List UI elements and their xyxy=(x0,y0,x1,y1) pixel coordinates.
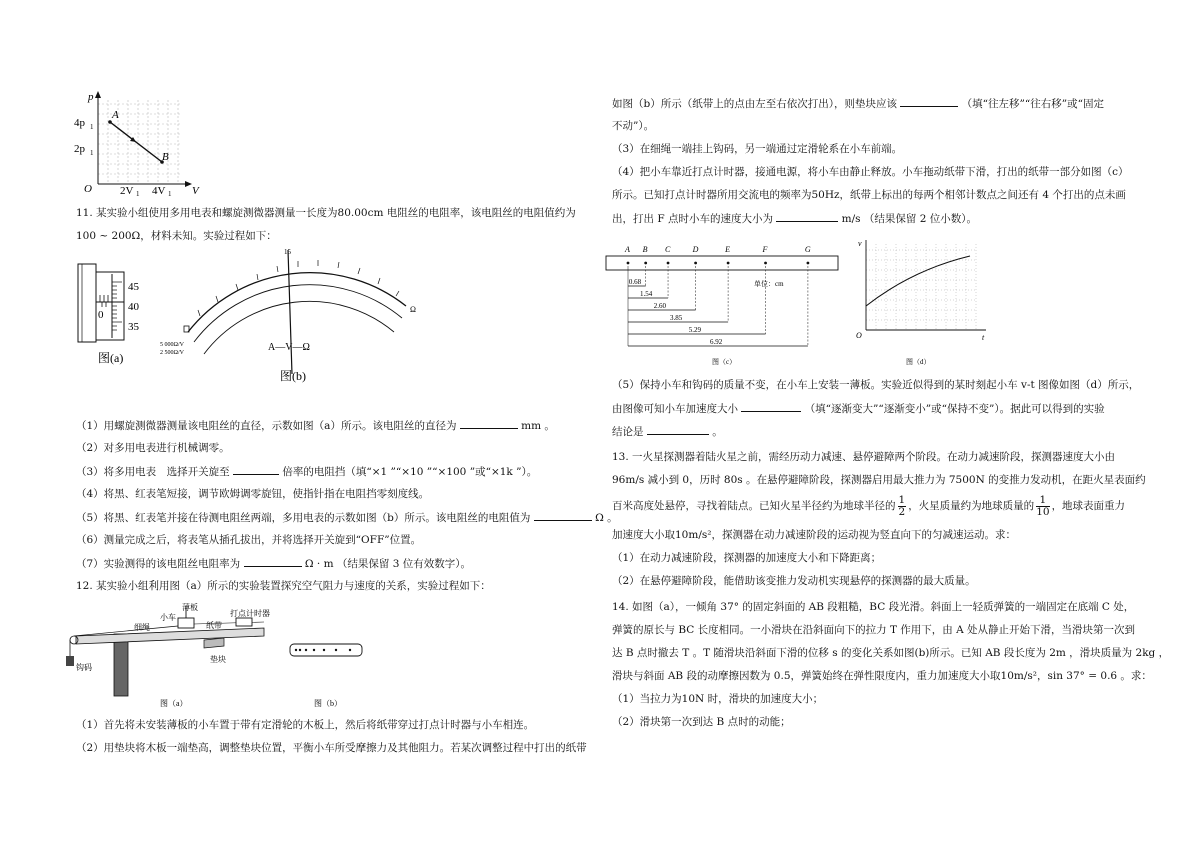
point-b-label: B xyxy=(162,151,169,163)
label-timer: 打点计时器 xyxy=(230,609,270,618)
caption-vt-d: 图（d） xyxy=(906,358,931,366)
tape-label-g: G xyxy=(804,245,811,254)
answer-blank-conclusion[interactable] xyxy=(647,424,709,435)
q12-step4-line2: 所示。已知打点计时器所用交流电的频率为50Hz，纸带上标出的每两个相邻计数点之间还有 4 个打出的点未画 xyxy=(612,189,1126,201)
tape-distance-label: 1.54 xyxy=(640,290,653,298)
tape-label-e: E xyxy=(725,245,730,254)
q12-step3: （3）在细绳一端挂上钩码，另一端通过定滑轮系在小车前端。 xyxy=(612,143,903,155)
q12-step5-conclusion-text: 结论是 xyxy=(612,426,644,438)
tape-dot-f xyxy=(764,262,767,265)
micrometer-tick-45: 45 xyxy=(128,281,139,293)
answer-blank-acceleration-trend[interactable] xyxy=(741,401,801,412)
q12-step4-line1: （4）把小车靠近打点计时器，接通电源，将小车由静止释放。小车拖动纸带下滑，打出的纸带一部分如图（c） xyxy=(612,166,1129,178)
answer-blank-block-move[interactable] xyxy=(900,96,958,107)
apparatus-figure xyxy=(64,600,364,710)
tape-label-f: F xyxy=(762,245,768,254)
tape-distance-label: 5.29 xyxy=(688,326,702,334)
q11-step3-text: （3）将多用电表 选择开关旋至 xyxy=(76,466,230,478)
fraction-one-half-den: 2 xyxy=(898,505,906,518)
v-axis-label: V xyxy=(192,185,199,196)
tape-dot-b xyxy=(644,262,647,265)
caption-apparatus-a: 图（a） xyxy=(160,699,188,708)
q12-cont-line2: 不动”）。 xyxy=(612,120,655,132)
micrometer-figure xyxy=(74,262,160,376)
pv-graph xyxy=(70,88,200,196)
label-weight: 钩码 xyxy=(76,663,92,672)
tick-2v1-sub: 1 xyxy=(136,190,140,196)
q12-step5-line1: （5）保持小车和钩码的质量不变，在小车上安装一薄板。实验近似得到的某时刻起小车 v-t 图像如图（d）所示， xyxy=(612,379,1140,391)
micrometer-tick-40: 40 xyxy=(128,301,139,313)
caption-figure-b: 图(b) xyxy=(280,369,306,383)
q13-line3-text-a: 百米高度处悬停，寻找着陆点。已知火星半径约为地球半径的 xyxy=(612,500,896,512)
caption-figure-a: 图(a) xyxy=(98,351,124,365)
q11-step1-unit: mm 。 xyxy=(521,420,555,432)
tape-distance-label: 0.68 xyxy=(628,278,642,286)
q11-step6: （6）测量完成之后，将表笔从插孔拔出，并将选择开关旋到“OFF”位置。 xyxy=(76,534,422,546)
q11-step2: （2）对多用电表进行机械调零。 xyxy=(76,442,230,454)
q14-line4: 滑块与斜面 AB 段的动摩擦因数为 0.5，弹簧始终在弹性限度内，重力加速度大小取10m/s²，sin 37° = 0.6 。求： xyxy=(612,670,1152,682)
right-column xyxy=(600,0,1200,849)
multimeter-figure xyxy=(160,246,430,384)
meter-note-2500: 2 500Ω/V xyxy=(160,350,184,356)
tape-label-d: D xyxy=(692,245,699,254)
q14-sub1: （1）当拉力为10N 时，滑块的加速度大小； xyxy=(612,693,824,705)
q11-step7 xyxy=(76,556,471,571)
tape-unit: 单位：cm xyxy=(754,280,784,288)
q12-step1: （1）首先将未安装薄板的小车置于带有定滑轮的木板上，然后将纸带穿过打点计时器与小车相连。 xyxy=(76,719,535,731)
micrometer-tick-0: 0 xyxy=(98,309,104,321)
meter-note-5000: 5 000Ω/V xyxy=(160,342,184,348)
tick-2p1: 2p xyxy=(74,143,85,155)
q12-line1: 12. 某实验小组利用图（a）所示的实验装置探究空气阻力与速度的关系，实验过程如下： xyxy=(76,580,491,592)
q11-step4: （4）将黑、红表笔短接，调节欧姆调零旋钮，使指针指在电阻挡零刻度线。 xyxy=(76,488,430,500)
label-block: 垫块 xyxy=(210,655,226,664)
q11-step5-text: （5）将黑、红表笔并接在待测电阻丝两端，多用电表的示数如图（b）所示。该电阻丝的电阻值为 xyxy=(76,512,531,524)
tape-distance-label: 2.60 xyxy=(653,302,667,310)
tick-2p1-sub: 1 xyxy=(90,149,94,157)
q12-step2: （2）用垫块将木板一端垫高，调整垫块位置，平衡小车所受摩擦力及其他阻力。若某次调整过程中打出的纸带 xyxy=(76,742,587,754)
vt-origin-label: O xyxy=(856,331,862,340)
caption-tape-c: 图（c） xyxy=(712,358,737,366)
q13-line3-text-b: ，火星质量约为地球质量的 xyxy=(908,500,1035,512)
tape-label-a: A xyxy=(625,245,630,254)
vt-graph xyxy=(852,236,992,370)
fraction-one-half xyxy=(898,495,907,518)
q14-line3: 达 B 点时撤去 T 。T 随滑块沿斜面下滑的位移 s 的变化关系如图(b)所示。已知 AB 段长度为 2m ，滑块质量为 2kg ， xyxy=(612,647,1170,659)
q13-line4: 加速度大小取10m/s²，探测器在动力减速阶段的运动视为竖直向下的匀减速运动。求： xyxy=(612,529,1016,541)
q12-step5-line3 xyxy=(612,424,723,439)
tick-4p1: 4p xyxy=(74,117,85,129)
q12-step5-period: 。 xyxy=(712,426,723,438)
micrometer-tick-35: 35 xyxy=(128,321,139,333)
q13-line3-text-c: ，地球表面重力 xyxy=(1051,500,1126,512)
label-board: 薄板 xyxy=(182,603,198,612)
tape-dot-e xyxy=(727,262,730,265)
label-rope: 细绳 xyxy=(134,623,150,632)
label-tape: 纸带 xyxy=(206,621,222,630)
q12-step4-unit: m/s （结果保留 2 位小数）。 xyxy=(841,213,977,225)
q12-step5-options: （填“逐渐变大”“逐渐变小”或“保持不变”）。据此可以得到的实验 xyxy=(804,403,1105,415)
q12-cont-options: （填“往左移”“往右移”或“固定 xyxy=(961,98,1105,110)
q14-line2: 弹簧的原长与 BC 长度相同。一小滑块在沿斜面向下的拉力 T 作用下，由 A 处从静止开始下滑，当滑块第一次到 xyxy=(612,624,1136,636)
q12-step5-line2 xyxy=(612,401,1105,416)
q13-line2: 96m/s 减小到 0，历时 80s 。在悬停避障阶段，探测器启用最大推力为 7500N 的变推力发动机，在距火星表面约 xyxy=(612,474,1146,486)
tape-distance-label: 3.85 xyxy=(670,314,683,322)
tick-2v1: 2V xyxy=(120,185,134,196)
q11-step1 xyxy=(76,418,555,433)
q13-sub1: （1）在动力减速阶段，探测器的加速度大小和下降距离； xyxy=(612,552,882,564)
q11-step5 xyxy=(76,510,618,525)
answer-blank-resistivity[interactable] xyxy=(244,556,302,567)
answer-blank-velocity-f[interactable] xyxy=(776,211,838,222)
q13-sub2: （2）在悬停避障阶段，能借助该变推力发动机实现悬停的探测器的最大质量。 xyxy=(612,575,976,587)
tape-dot-c xyxy=(667,262,670,265)
q13-line3 xyxy=(612,494,1125,518)
tick-4v1-sub: 1 xyxy=(168,190,172,196)
tape-label-c: C xyxy=(665,245,671,254)
meter-avo-label: A—V—Ω xyxy=(268,342,310,353)
vt-t-label: t xyxy=(982,333,985,342)
tape-dot-d xyxy=(694,262,697,265)
q11-step3 xyxy=(76,464,537,479)
caption-tape-b: 图（b） xyxy=(314,699,342,708)
tape-dot-g xyxy=(807,262,810,265)
q14-sub2: （2）滑块第一次到达 B 点时的动能； xyxy=(612,716,791,728)
q13-line1: 13. 一火星探测器着陆火星之前，需经历动力减速、悬停避障两个阶段。在动力减速阶段，探测器速度大小由 xyxy=(612,451,1116,463)
label-cart: 小车 xyxy=(160,613,176,622)
tape-label-b: B xyxy=(642,245,648,254)
q11-step3-options: 倍率的电阻挡（填“×1 ”“×10 ”“×100 ”或“×1k ”）。 xyxy=(282,466,538,478)
q12-cont-line1 xyxy=(612,96,1104,111)
answer-blank-resistance[interactable] xyxy=(534,510,592,521)
q12-step4-text: 出，打出 F 点时小车的速度大小为 xyxy=(612,213,773,225)
meter-tick-15: 15 xyxy=(284,248,291,256)
q11-line2: 100 ~ 200Ω，材料未知。实验过程如下： xyxy=(76,230,277,242)
tick-4p1-sub: 1 xyxy=(90,123,94,131)
fraction-one-tenth-den: 10 xyxy=(1036,505,1050,518)
q11-step1-text: （1）用螺旋测微器测量该电阻丝的直径，示数如图（a）所示。该电阻丝的直径为 xyxy=(76,420,457,432)
fraction-one-half-num: 1 xyxy=(898,493,906,506)
tape-dot-a xyxy=(627,262,630,265)
point-a-label: A xyxy=(112,109,119,121)
fraction-one-tenth xyxy=(1036,495,1049,518)
q14-line1: 14. 如图（a），一倾角 37° 的固定斜面的 AB 段粗糙，BC 段光滑。斜面上一轻质弹簧的一端固定在底端 C 处， xyxy=(612,601,1135,613)
meter-omega-symbol: Ω xyxy=(410,305,416,314)
q12-step5-text: 由图像可知小车加速度大小 xyxy=(612,403,738,415)
tape-figure xyxy=(604,240,844,368)
q11-step5-unit: Ω 。 xyxy=(595,512,618,524)
tape-distance-label: 6.92 xyxy=(709,338,723,346)
fraction-one-tenth-num: 1 xyxy=(1036,495,1049,507)
answer-blank-multiplier[interactable] xyxy=(233,464,279,475)
q12-cont-text: 如图（b）所示（纸带上的点由左至右依次打出），则垫块应该 xyxy=(612,98,897,110)
q12-step4-line3 xyxy=(612,211,977,226)
q11-step7-unit: Ω · m （结果保留 3 位有效数字）。 xyxy=(304,558,471,570)
p-axis-label: p xyxy=(88,91,94,103)
q11-line1: 11. 某实验小组使用多用电表和螺旋测微器测量一长度为80.00cm 电阻丝的电阻率，该电阻丝的电阻值约为 xyxy=(76,207,576,219)
vt-v-label: v xyxy=(858,239,862,248)
tick-4v1: 4V xyxy=(152,185,166,196)
q11-step7-text: （7）实验测得的该电阻丝电阻率为 xyxy=(76,558,241,570)
answer-blank-diameter[interactable] xyxy=(460,418,518,429)
origin-label: O xyxy=(84,183,92,195)
